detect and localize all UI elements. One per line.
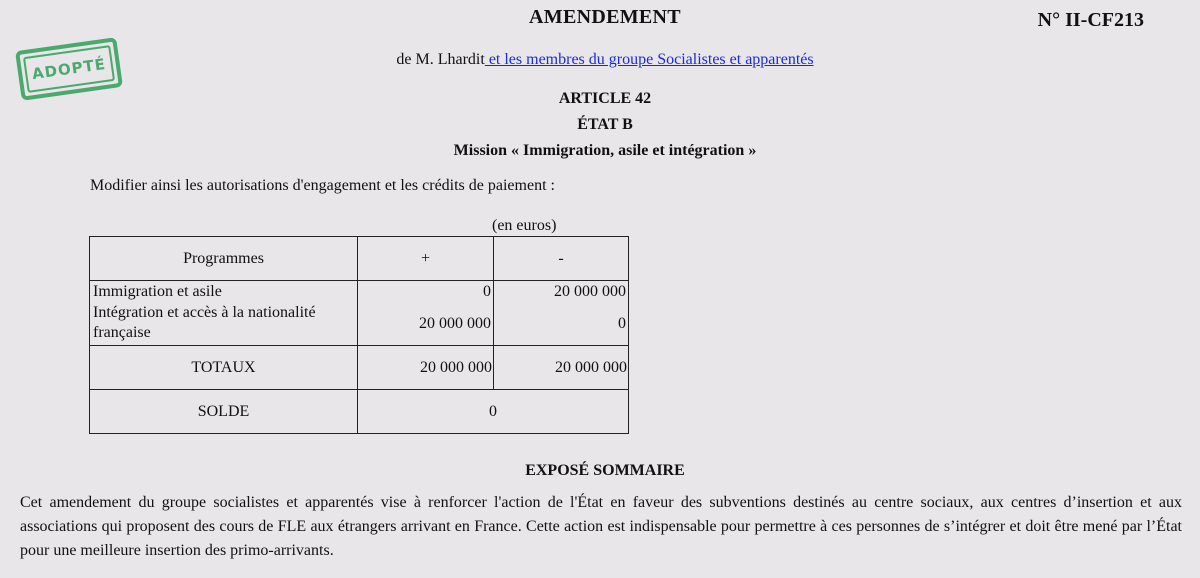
- totals-row: [90, 346, 629, 390]
- expose-title: EXPOSÉ SOMMAIRE: [525, 462, 685, 479]
- group-link[interactable]: et les membres du groupe Socialistes et apparentés: [484, 51, 814, 68]
- header-plus: +: [358, 237, 494, 281]
- table-row: [90, 281, 629, 346]
- totals-label: TOTAUX: [90, 346, 358, 390]
- table-header-row: [90, 237, 629, 281]
- authors-line: [0, 51, 1200, 69]
- credits-table: [89, 236, 629, 434]
- header-programmes: Programmes: [90, 237, 358, 281]
- expose-text: Cet amendement du groupe socialistes et apparentés vise à renforcer l'action de l'État en faveur des subventions destinés au centre sociaux, aux centres d’insertion et aux associations qui proposent des cours de FLE aux étrangers arrivant en France. Cette action est indispensable pour permettre à ces personnes de s’intégrer et doit être mené par l’État pour une meilleure insertion des primo-arrivants.: [20, 494, 1182, 559]
- amendment-number: N° II-CF213: [1037, 9, 1144, 31]
- document-title: AMENDEMENT: [529, 6, 681, 28]
- solde-label: SOLDE: [90, 390, 358, 434]
- totals-plus: 20 000 000: [358, 346, 494, 390]
- author-name: de M. Lhardit: [396, 51, 485, 68]
- stamp-label: ADOPTÉ: [30, 54, 108, 84]
- program-plus: 0: [483, 283, 491, 300]
- program-minus: 0: [618, 315, 626, 332]
- article-heading: ARTICLE 42: [558, 90, 652, 107]
- program-plus: 20 000 000: [419, 315, 491, 332]
- mission-heading: Mission « Immigration, asile et intégration »: [453, 142, 757, 159]
- program-name: Immigration et asile: [93, 283, 222, 300]
- totals-minus: 20 000 000: [494, 346, 629, 390]
- etat-heading: ÉTAT B: [577, 116, 633, 133]
- solde-value: 0: [358, 390, 629, 434]
- header-minus: -: [494, 237, 629, 281]
- solde-row: [90, 390, 629, 434]
- program-name: Intégration et accès à la nationalité française: [93, 304, 316, 341]
- unit-label: (en euros): [492, 217, 557, 234]
- intro-text: Modifier ainsi les autorisations d'engagement et les crédits de paiement :: [90, 177, 555, 194]
- program-minus: 20 000 000: [554, 283, 626, 300]
